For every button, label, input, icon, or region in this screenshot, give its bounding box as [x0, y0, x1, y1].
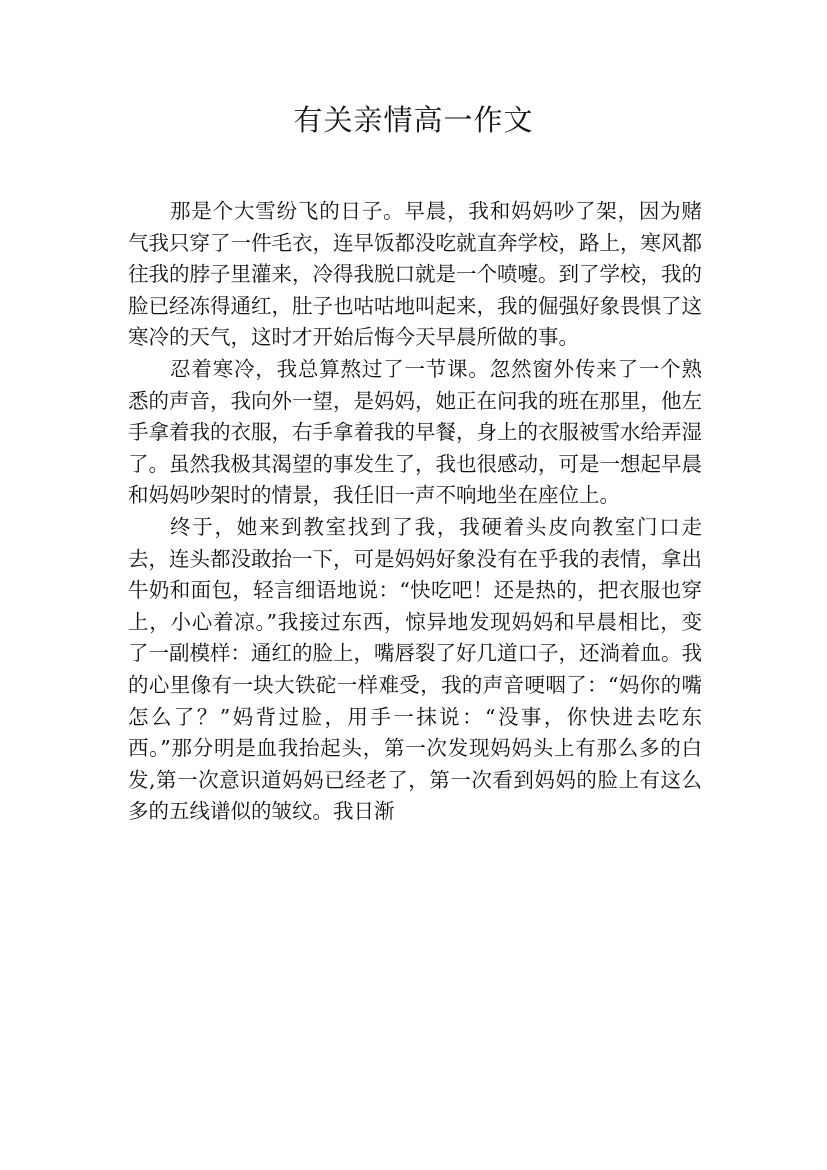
document-title: 有关亲情高一作文 [293, 103, 534, 137]
paragraph-1: 那是个大雪纷飞的日子。早晨，我和妈妈吵了架，因为赌气我只穿了一件毛衣，连早饭都没吃就直奔学校，路上，寒风都往我的脖子里灌来，冷得我脱口就是一个喷嚏。到了学校，我的脸已经冻得通红，肚子也咕咕地叫起来，我的倔强好象畏惧了这寒冷的天气，这时才开始后悔今天早晨所做的事。 [128, 199, 702, 350]
paragraph-2: 忍着寒冷，我总算熬过了一节课。忽然窗外传来了一个熟悉的声音，我向外一望，是妈妈，她正在问我的班在那里，他左手拿着我的衣服，右手拿着我的早餐，身上的衣服被雪水给弄湿了。虽然我极其渴望的事发生了，我也很感动，可是一想起早晨和妈妈吵架时的情景，我任旧一声不响地坐在座位上。 [128, 356, 702, 508]
paragraph-3: 终于，她来到教室找到了我，我硬着头皮向教室门口走去，连头都没敢抬一下，可是妈妈好象没有在乎我的表情，拿出牛奶和面包，轻言细语地说：“快吃吧！还是热的，把衣服也穿上，小心着凉。”我接过东西，惊异地发现妈妈和早晨相比，变了一副模样：通红的脸上，嘴唇裂了好几道口子，还淌着血。我的心里像有一块大铁砣一样难受，我的声音哽咽了：“妈你的嘴怎么了？”妈背过脸，用手一抹说：“没事，你快进去吃东西。”那分明是血我抬起头，第一次发现妈妈头上有那么多的白发,第一次意识道妈妈已经老了，第一次看到妈妈的脸上有这么多的五线谱似的皱纹。我日渐 [128, 514, 702, 824]
document-body [128, 196, 702, 828]
